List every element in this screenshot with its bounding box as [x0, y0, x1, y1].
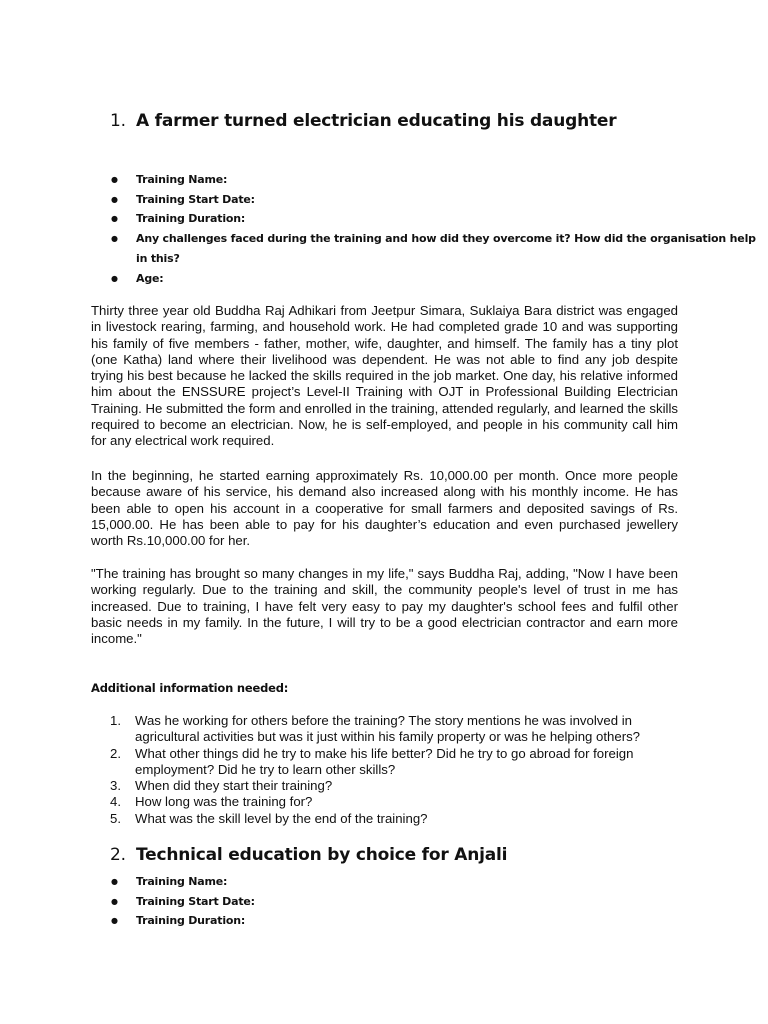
field-training-start-date: ● Training Start Date: — [110, 190, 768, 210]
field-age: ● Age: — [110, 269, 768, 289]
story-1-paragraph-3: "The training has brought so many changes in my life," says Buddha Raj, adding, "Now I have been working regularly. Due to the training and skill, the community people's level of trust in me has increased. Due to training, I have felt very easy to pay my daughter's school fees and fulfil other basic needs in my family. In the future, I will try to be a good electrician contractor and earn more income." — [91, 566, 678, 647]
story-1-title: A farmer turned electrician educating his daughter — [136, 111, 617, 131]
field-training-name: ● Training Name: — [110, 170, 768, 190]
story-2-field-list — [110, 872, 255, 931]
story-2-heading — [110, 845, 507, 865]
additional-questions-list — [110, 713, 678, 827]
story-1-heading — [110, 111, 616, 131]
story-1-number: 1. — [110, 111, 126, 131]
question-item: 4. How long was the training for? — [110, 794, 313, 810]
field-challenges: ● Any challenges faced during the training and how did they overcome it? How did the organisation help in this? — [110, 229, 768, 268]
story-1-paragraph-1: Thirty three year old Buddha Raj Adhikari from Jeetpur Simara, Suklaiya Bara district was engaged in livestock rearing, farming, and household work. He had completed grade 10 and was supporting his family of five members - father, mother, wife, daughter, and himself. The family has a tiny plot (one Katha) land where their livelihood was dependent. He was not able to find any job despite trying his best because he lacked the skills required in the job market. One day, his relative informed him about the ENSSURE project’s Level-II Training with OJT in Professional Building Electrician Training. He submitted the form and enrolled in the training, attended regularly, and learned the skills required to become an electrician. Now, he is self-employed, and people in his community call him for any electrical work required. — [91, 303, 678, 449]
field-training-start-date: ● Training Start Date: — [110, 892, 255, 912]
field-training-name: ● Training Name: — [110, 872, 255, 892]
question-item: 3. When did they start their training? — [110, 778, 333, 794]
field-training-duration: ● Training Duration: — [110, 209, 768, 229]
question-item: 5. What was the skill level by the end of the training? — [110, 810, 428, 826]
story-2-title: Technical education by choice for Anjali — [136, 845, 508, 865]
additional-info-heading: Additional information needed: — [91, 681, 289, 695]
story-2-number: 2. — [110, 845, 126, 865]
question-item: 1. Was he working for others before the training? The story mentions he was involved in agricultural activities but was it just within his family property or was he helping others? — [110, 713, 641, 745]
story-1-paragraph-2: In the beginning, he started earning approximately Rs. 10,000.00 per month. Once more people because aware of his service, his demand also increased along with his monthly income. He has been able to open his account in a cooperative for small farmers and deposited savings of Rs. 15,000.00. He has been able to pay for his daughter’s education and even purchased jewellery worth Rs.10,000.00 for her. — [91, 468, 678, 549]
question-item: 2. What other things did he try to make his life better? Did he try to go abroad for foreign employment? Did he try to learn other skills? — [110, 745, 634, 777]
field-training-duration: ● Training Duration: — [110, 911, 255, 931]
story-1-field-list — [110, 170, 768, 288]
